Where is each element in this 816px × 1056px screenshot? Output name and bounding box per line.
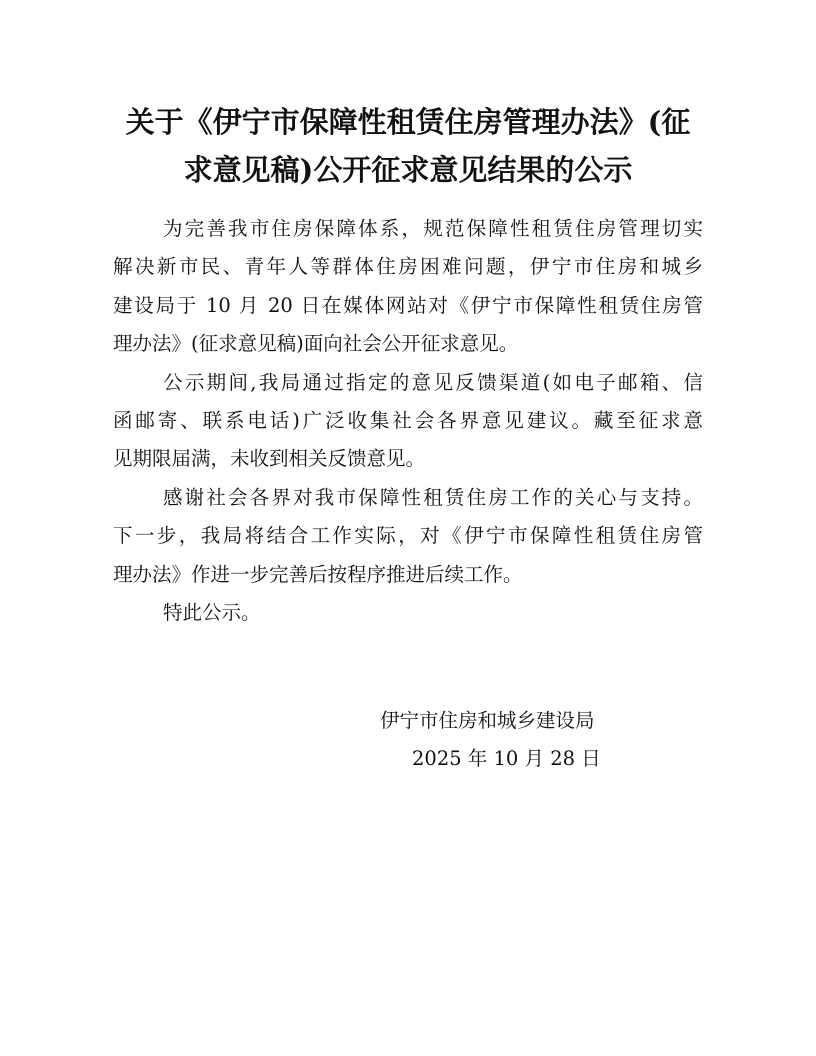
paragraph-2-line-1: 公示期间,我局通过指定的意见反馈渠道(如电子邮箱、信 xyxy=(163,370,703,394)
issuing-organization: 伊宁市住房和城乡建设局 xyxy=(380,709,595,732)
paragraph-3 xyxy=(113,479,703,594)
document-body xyxy=(113,210,703,632)
paragraph-1-line-2: 解决新市民、青年人等群体住房困难问题，伊宁市住房和城乡 xyxy=(113,255,703,279)
paragraph-4 xyxy=(113,594,703,632)
paragraph-3-line-1: 感谢社会各界对我市保障性租赁住房工作的关心与支持。 xyxy=(163,485,703,509)
paragraph-2-line-3: 见期限届满，未收到相关反馈意见。 xyxy=(113,447,426,471)
paragraph-3-line-3: 理办法》作进一步完善后按程序推进后续工作。 xyxy=(113,562,523,586)
signature-block xyxy=(350,702,690,778)
paragraph-2 xyxy=(113,364,703,479)
paragraph-1-line-3: 建设局于 10 月 20 日在媒体网站对《伊宁市保障性租赁住房管 xyxy=(113,293,703,317)
title-line-2: 求意见稿)公开征求意见结果的公示 xyxy=(183,153,633,187)
paragraph-1-line-1: 为完善我市住房保障体系，规范保障性租赁住房管理切实 xyxy=(163,217,703,240)
paragraph-1 xyxy=(113,210,703,364)
paragraph-3-line-2: 下一步，我局将结合工作实际，对《伊宁市保障性租赁住房管 xyxy=(113,524,703,548)
title-line-1: 关于《伊宁市保障性租赁住房管理办法》(征 xyxy=(125,105,691,139)
paragraph-2-line-2: 函邮寄、联系电话)广泛收集社会各界意见建议。藏至征求意 xyxy=(113,409,703,433)
document-title xyxy=(100,98,716,194)
paragraph-4-line-1: 特此公示。 xyxy=(163,601,261,625)
paragraph-1-line-4: 理办法》(征求意见稿)面向社会公开征求意见。 xyxy=(113,332,519,356)
issue-date: 2025 年 10 月 28 日 xyxy=(412,747,601,770)
